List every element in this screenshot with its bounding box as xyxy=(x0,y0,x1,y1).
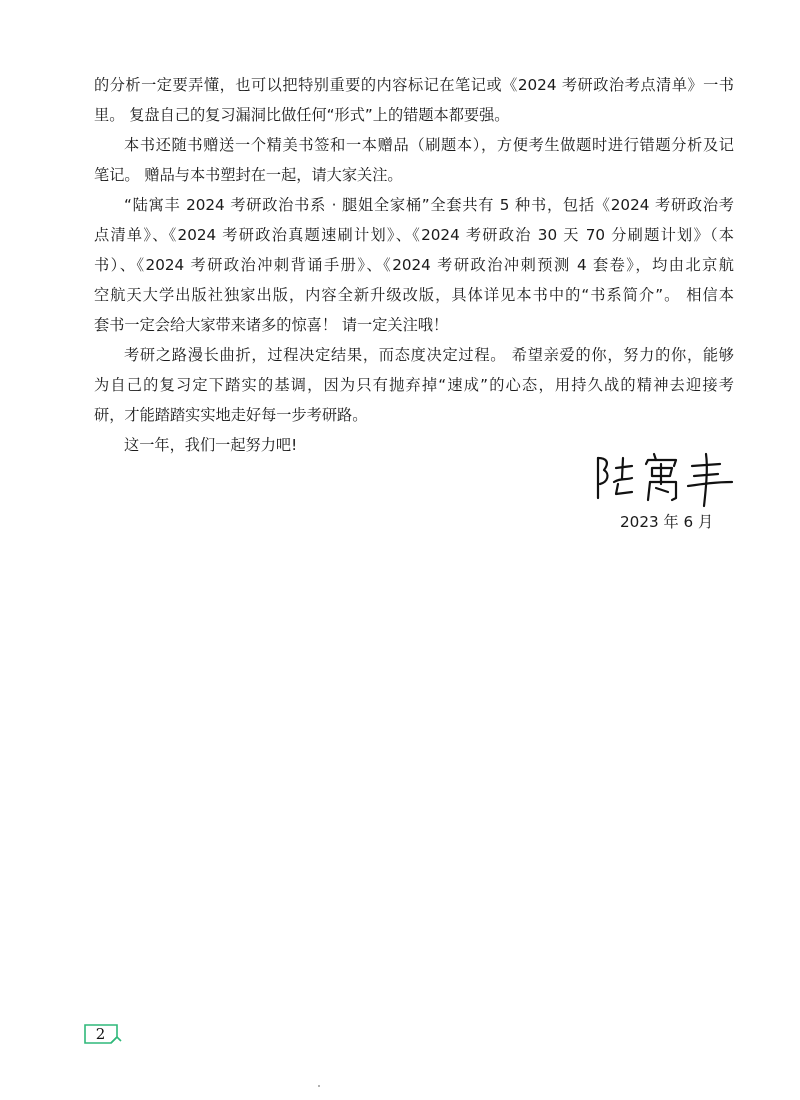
text-line-8: 空航天大学出版社独家出版，内容全新升级改版，具体详见本书中的“书系简介”。 相信本 xyxy=(94,286,734,304)
signature-drawing xyxy=(592,448,742,508)
page-number: 2 xyxy=(95,1025,106,1043)
text-line-12: 研，才能踏踏实实地走好每一步考研路。 xyxy=(94,406,368,424)
signature-date: 2023 年 6 月 xyxy=(620,513,714,531)
text-line-7: 书）、《2024 考研政治冲刺背诵手册》、《2024 考研政治冲刺预测 4 套卷》，均由北京航 xyxy=(94,256,734,274)
text-line-3: 本书还随书赠送一个精美书签和一本赠品（刷题本），方便考生做题时进行错题分析及记 xyxy=(124,136,734,154)
text-line-11: 为自己的复习定下踏实的基调，因为只有抛弃掉“速成”的心态，用持久战的精神去迎接考 xyxy=(94,376,734,394)
handwritten-signature xyxy=(592,448,742,508)
text-line-9: 套书一定会给大家带来诸多的惊喜！ 请一定关注哦！ xyxy=(94,316,449,334)
text-line-13: 这一年，我们一起努力吧! xyxy=(124,436,298,454)
page-number-badge xyxy=(84,1024,122,1044)
print-mark xyxy=(318,1085,320,1087)
text-line-4: 笔记。 赠品与本书塑封在一起，请大家关注。 xyxy=(94,166,403,184)
text-line-1: 的分析一定要弄懂，也可以把特别重要的内容标记在笔记或《2024 考研政治考点清单》一书 xyxy=(94,76,734,94)
text-line-5: “陆寓丰 2024 考研政治书系 · 腿姐全家桶”全套共有 5 种书，包括《2024 考研政治考 xyxy=(124,196,734,214)
text-line-10: 考研之路漫长曲折，过程决定结果，而态度决定过程。 希望亲爱的你，努力的你，能够 xyxy=(124,346,734,364)
text-line-6: 点清单》、《2024 考研政治真题速刷计划》、《2024 考研政治 30 天 70 分刷题计划》（本 xyxy=(94,226,734,244)
text-line-2: 里。 复盘自己的复习漏洞比做任何“形式”上的错题本都要强。 xyxy=(94,106,510,124)
